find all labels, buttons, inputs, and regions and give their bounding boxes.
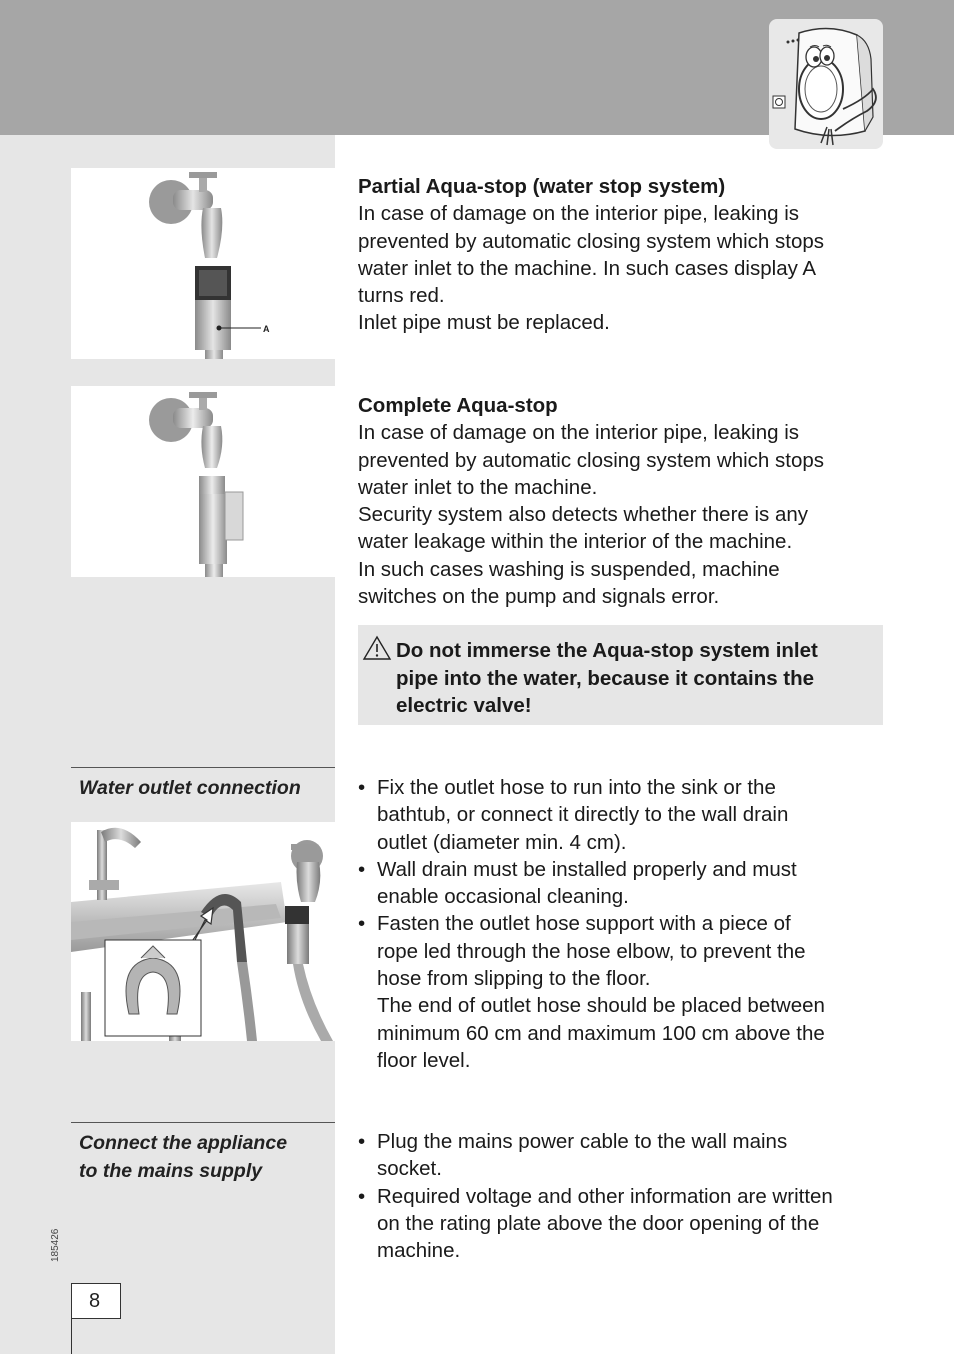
- list-item-line: Required voltage and other information are written: [377, 1184, 833, 1208]
- list-item-line: enable occasional cleaning.: [377, 885, 629, 909]
- page-number-rule: [71, 1319, 72, 1354]
- bullet-icon: •: [358, 912, 366, 936]
- partial-aqua-stop-line: turns red.: [358, 284, 445, 308]
- list-item-line: floor level.: [377, 1048, 471, 1072]
- list-item-line: Plug the mains power cable to the wall mains: [377, 1130, 788, 1153]
- list-item-line: Fix the outlet hose to run into the sink or the: [377, 776, 776, 799]
- bullet-icon: •: [358, 1130, 366, 1153]
- complete-aqua-stop-figure: [71, 386, 335, 577]
- list-item-line: Fasten the outlet hose support with a piece of: [377, 912, 791, 936]
- complete-aqua-stop-heading: Complete Aqua-stop: [358, 394, 558, 417]
- list-item: [358, 1183, 888, 1265]
- complete-aqua-stop-line: water inlet to the machine.: [358, 475, 598, 499]
- list-item-line: outlet (diameter min. 4 cm).: [377, 830, 627, 854]
- partial-aqua-stop-heading: Partial Aqua-stop (water stop system): [358, 175, 726, 198]
- water-outlet-list: [358, 774, 888, 1074]
- list-item-line: hose from slipping to the floor.: [377, 967, 651, 991]
- list-item-line: on the rating plate above the door opening of the: [377, 1211, 820, 1235]
- water-outlet-figure: [71, 822, 335, 1041]
- complete-aqua-stop-line: switches on the pump and signals error.: [358, 585, 720, 609]
- list-item-line: machine.: [377, 1239, 461, 1263]
- partial-aqua-stop-line: water inlet to the machine. In such cases display A: [358, 256, 817, 280]
- document-code: 185426: [50, 1228, 61, 1262]
- bullet-icon: •: [358, 1184, 366, 1208]
- bullet-icon: •: [358, 776, 366, 799]
- list-item: [358, 856, 888, 911]
- complete-aqua-stop-line: In case of damage on the interior pipe, leaking is: [358, 421, 800, 445]
- mains-supply-title-line: to the mains supply: [79, 1160, 263, 1182]
- mains-supply-title: [71, 1122, 335, 1185]
- list-item: [358, 910, 888, 1074]
- warning-triangle-icon: [362, 635, 392, 666]
- complete-aqua-stop-line: prevented by automatic closing system which stops: [358, 448, 825, 472]
- partial-aqua-stop-figure: [71, 168, 335, 359]
- partial-aqua-stop-line: In case of damage on the interior pipe, leaking is: [358, 202, 800, 226]
- bullet-icon: •: [358, 857, 366, 881]
- warning-line: Do not immerse the Aqua-stop system inlet: [396, 639, 818, 662]
- complete-aqua-stop-section: [358, 392, 888, 610]
- partial-aqua-stop-section: [358, 173, 888, 337]
- partial-aqua-stop-line: prevented by automatic closing system which stops: [358, 229, 825, 253]
- warning-box: [358, 625, 883, 725]
- list-item-line: Wall drain must be installed properly and must: [377, 857, 797, 881]
- partial-aqua-stop-line: Inlet pipe must be replaced.: [358, 311, 610, 335]
- mains-supply-title-line: Connect the appliance: [79, 1132, 288, 1154]
- warning-line: electric valve!: [396, 694, 532, 717]
- complete-aqua-stop-line: Security system also detects whether there is any: [358, 503, 809, 527]
- list-item-line: rope led through the hose elbow, to prevent the: [377, 939, 806, 963]
- list-item-line: socket.: [377, 1157, 442, 1181]
- water-outlet-title-text: Water outlet connection: [79, 777, 301, 799]
- list-item-line: The end of outlet hose should be placed between: [377, 994, 825, 1018]
- list-item-line: bathtub, or connect it directly to the wall drain: [377, 803, 789, 827]
- list-item: [358, 1128, 888, 1183]
- figure-label-a: A: [263, 324, 270, 334]
- list-item: [358, 774, 888, 856]
- washing-machine-mascot-icon: [769, 19, 883, 149]
- complete-aqua-stop-line: water leakage within the interior of the machine.: [358, 530, 793, 554]
- page-number: 8: [71, 1283, 121, 1319]
- complete-aqua-stop-line: In such cases washing is suspended, machine: [358, 557, 780, 581]
- warning-line: pipe into the water, because it contains the: [396, 666, 815, 690]
- warning-text: [396, 637, 876, 720]
- water-outlet-title: [71, 767, 335, 802]
- mains-supply-list: [358, 1128, 888, 1264]
- list-item-line: minimum 60 cm and maximum 100 cm above the: [377, 1021, 825, 1045]
